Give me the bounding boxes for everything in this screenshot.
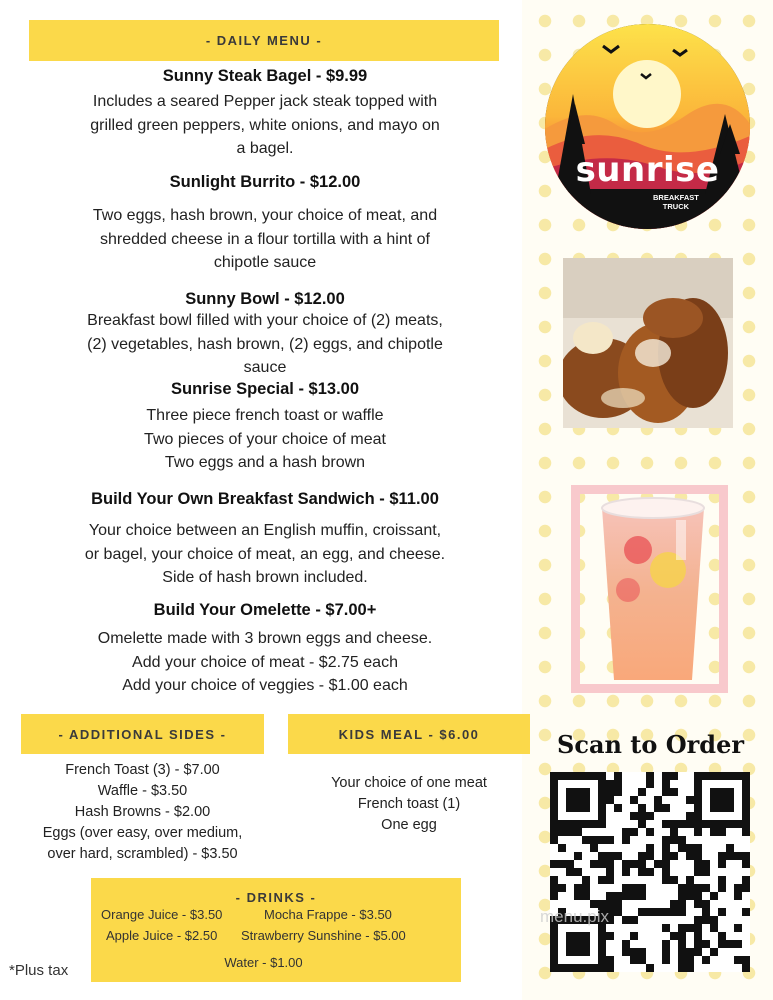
drink-item: Water - $1.00 [224,955,303,970]
qr-modules [550,772,750,972]
french-toast-photo [563,258,733,428]
dish-title: Build Your Omelette - $7.00+ [153,601,377,619]
dish-description: Your choice between an English muffin, croissant, or bagel, your choice of meat, an egg, and cheese. Side of hash brown included. [84,522,446,586]
drink-item: Orange Juice - $3.50 [101,907,223,922]
sides-list: French Toast (3) - $7.00 Waffle - $3.50 Hash Browns - $2.00 Eggs (over easy, over medium, over hard, scrambled) - $3.50 [42,762,243,862]
dish-title: Sunlight Burrito - $12.00 [169,173,361,191]
dish-description: Breakfast bowl filled with your choice of (2) meats, (2) vegetables, hash brown, (2) eggs, and chipotle sauce [87,312,443,376]
qr-code[interactable] [540,772,750,972]
logo-title: sunrise [575,150,720,190]
tax-note: *Plus tax [9,962,69,979]
scan-to-order-heading: Scan to Order [557,730,744,759]
watermark: menu.pix [540,907,609,926]
daily-menu-banner: - DAILY MENU - [29,20,499,61]
logo-subtitle: BREAKFAST TRUCK [653,193,699,211]
kids-meal-banner: KIDS MEAL - $6.00 [288,714,530,754]
dish-description: Omelette made with 3 brown eggs and cheese. Add your choice of meat - $2.75 each Add your choice of veggies - $1.00 each [97,630,433,694]
drink-item: Mocha Frappe - $3.50 [264,907,392,922]
dish-title: Sunrise Special - $13.00 [170,380,360,398]
drink-item: Apple Juice - $2.50 [106,928,218,943]
sunset-illustration-icon [545,24,750,229]
dish-description: Two eggs, hash brown, your choice of meat, and shredded cheese in a flour tortilla with a hint of chipotle sauce [92,207,438,271]
qr-code-icon [550,772,750,972]
drinks-box [91,878,461,982]
strawberry-drink-photo [598,490,708,685]
drink-item: Strawberry Sunshine - $5.00 [241,928,406,943]
dish-description: Includes a seared Pepper jack steak topped with grilled green peppers, white onions, and mayo on a bagel. [90,93,440,157]
additional-sides-banner: - ADDITIONAL SIDES - [21,714,264,754]
dish-description: Three piece french toast or waffle Two pieces of your choice of meat Two eggs and a hash brown [144,407,386,471]
dish-title: Build Your Own Breakfast Sandwich - $11.00 [91,490,439,508]
kids-meal-list: Your choice of one meat French toast (1) One egg [331,775,487,833]
sunrise-logo [545,24,750,229]
drinks-banner: - DRINKS - [235,890,317,905]
dish-title: Sunny Bowl - $12.00 [185,290,345,308]
dish-title: Sunny Steak Bagel - $9.99 [162,67,368,85]
